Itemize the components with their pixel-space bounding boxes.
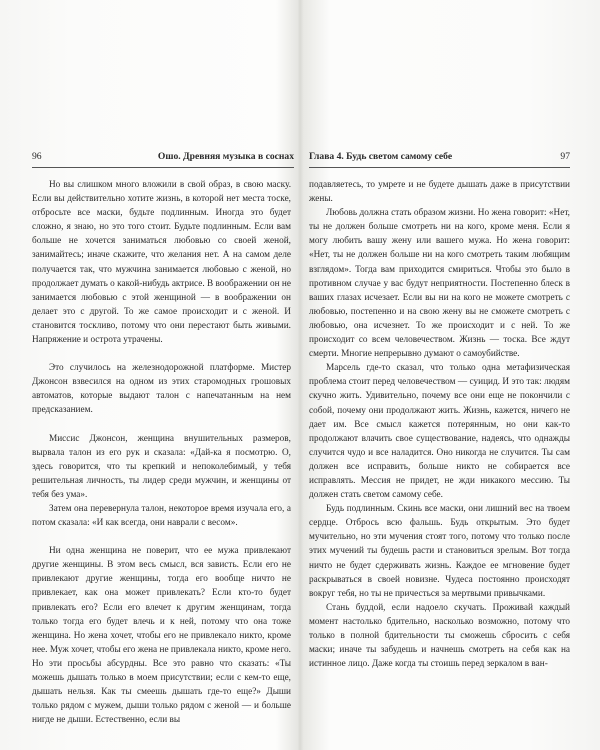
paragraph: Любовь должна стать образом жизни. Но жена говорит: «Нет, ты не должен больше смотреть ни на кого, кроме меня. Если я могу любить вашу жену или вашего мужа. Но жена говорит: «Нет, ты не должен больше ни на кого смотреть таким любящим взглядом». Тогда вам приходится смириться. Чтобы это было в противном случае у вас будут неприятности. Постепенно блеск в ваших глазах исчезает. Если вы ни на кого не можете смотреть с любовью, постепенно и на свою жену вы не сможете смотреть с любовью, она исчезнет. То же происходит и с ней. То же происходит со всем человечеством. Жизнь — тоска. Все ждут смерти. Многие непрерывно думают о самоубийстве. bbox=[309, 208, 570, 360]
page-body bbox=[32, 178, 291, 727]
paragraph: Затем она перевернула талон, некоторое время изучала его, а потом сказала: «И как всегда, они наврали с весом». bbox=[32, 503, 291, 529]
page-number: 97 bbox=[560, 151, 570, 162]
right-page bbox=[300, 0, 600, 750]
paragraph: Стань буддой, если надоело скучать. Проживай каждый момент настолько бдительно, насколько возможно, потому что только в полной бдительности ты сможешь сбросить с себя маски; иначе ты забудешь и начнешь смотреть на себя как на истинное лицо. Даже когда ты стоишь перед зеркалом в ван- bbox=[309, 602, 570, 670]
paragraph: Миссис Джонсон, женщина внушительных размеров, вырвала талон из его рук и сказала: «Дай-ка я посмотрю. О, здесь говорится, что ты крепкий и непоколебимый, у тебя решительная личность, ты лидер среди мужчин, и женщины от тебя без ума». bbox=[32, 433, 291, 500]
paragraph: Это случилось на железнодорожной платформе. Мистер Джонсон взвесился на одном из этих старомодных грошовых автоматов, которые выдают талон с напечатанным на нем предсказанием. bbox=[32, 363, 291, 416]
running-title: Глава 4. Будь светом самому себе bbox=[309, 151, 453, 162]
running-header bbox=[32, 150, 294, 164]
paragraph: Марсель где-то сказал, что только одна метафизическая проблема стоит перед человечеством — суицид. И это так: людям скучно жить. Удивительно, почему все они еще не покончили с собой, почему они продолжают жить. Жизнь, кажется, ничего не дает им. Все смысл кажется потерянным, но они как-то продолжают влачить свое существование, надеясь, что однажды случится чудо и все наладится. Оно никогда не случится. Ты сам должен все исправить, больше никто не собирается все исправлять. Мессия не придет, не жди никакого мессию. Ты должен стать светом самому себе. bbox=[309, 363, 570, 501]
paragraph: подавляетесь, то умрете и не будете дышать даже в присутствии жены. bbox=[309, 180, 570, 205]
page-number: 96 bbox=[32, 151, 42, 162]
running-title: Ошо. Древняя музыка в соснах bbox=[157, 151, 294, 162]
header-rule bbox=[309, 167, 570, 168]
paragraph: Ни одна женщина не поверит, что ее мужа привлекают другие женщины. В этом весь смысл, вся зависть. Если его не привлекают другие женщины, тогда его вообще ничто не привлекает, как она может привлекать? Если кто-то будет привлекать его? Если его влечет к другим женщинам, тогда только тогда его будет влечь и к ней, потому что она тоже женщина. Но жена хочет, чтобы его не привлекало никто, кроме нее. Муж хочет, чтобы его жена не привлекала никто, кроме него. Но эти просьбы абсурдны. Все это равно что сказать: «Ты можешь дышать только в моем присутствии; если с кем-то еще, дышать нельзя. Как ты смеешь дышать где-то еще?» Дыши только рядом с мужем, дыши только рядом с женой — и больше нигде не дыши. Естественно, если вы bbox=[32, 546, 291, 726]
header-rule bbox=[32, 167, 294, 168]
paragraph: Но вы слишком много вложили в свой образ, в свою маску. Если вы действительно хотите жизнь, в которой нет места тоске, отбросьте все маски, будьте подлинным. Иногда это будет сложно, я знаю, но это того стоит. Будьте подлинным. Если вам больше не хочется заниматься любовью со своей женой, занимайтесь; иначе скажите, что желания нет. А на самом деле получается так, что мужчина занимается любовью с женой, но продолжает думать о какой-нибудь актрисе. В воображении он не занимается любовью с этой женщиной — в воображении он делает это с другой. То же самое происходит и с женой. И становится тоскливо, потому что они перестают быть живыми. Напряжение и острота утрачены. bbox=[32, 180, 291, 346]
paragraph: Будь подлинным. Скинь все маски, они лишний вес на твоем сердце. Отбрось всю фальшь. Будь открытым. Это будет мучительно, но эти мучения стоят того, потому что только после этих мучений ты будешь расти и становиться зрелым. Вот тогда ничто не будет сдерживать жизнь. Каждое ее мгновение будет раскрываться в своей новизне. Чудеса постоянно происходят вокруг тебя, но ты не причесться за мертвыми привычками. bbox=[309, 504, 570, 599]
running-header bbox=[309, 150, 570, 164]
page-body bbox=[309, 178, 570, 671]
